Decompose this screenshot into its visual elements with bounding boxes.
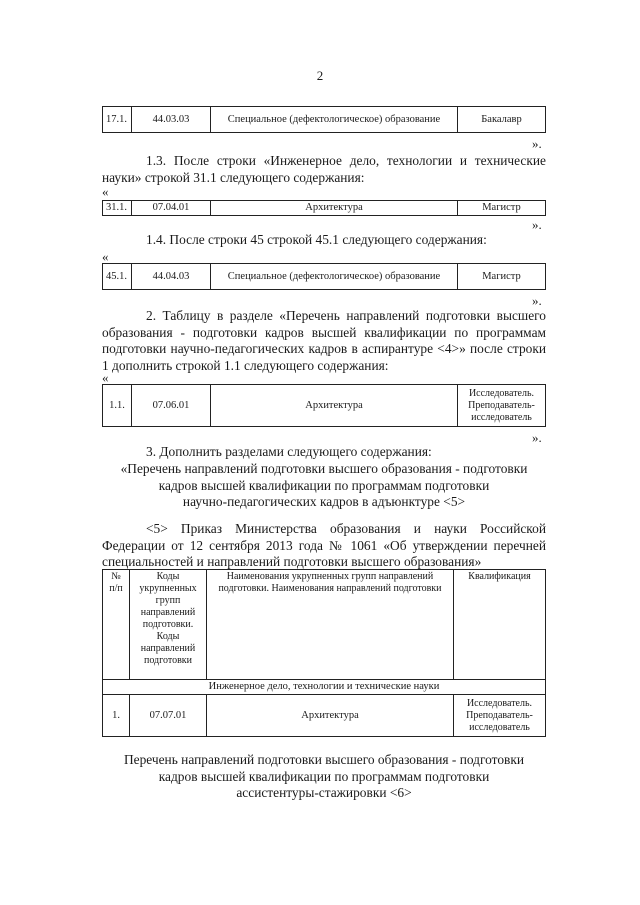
table-row-1-1	[102, 384, 546, 427]
row-qualification: Исследователь. Преподаватель-исследователь	[454, 695, 546, 737]
header-qualification: Квалификация	[454, 570, 546, 680]
paragraph-1-4: 1.4. После строки 45 строкой 45.1 следующего содержания:	[146, 232, 487, 247]
row-code: 44.04.03	[132, 264, 211, 290]
closing-quote: ».	[532, 217, 542, 232]
row-qualification: Магистр	[458, 264, 546, 290]
paragraph-1-3: 1.3. После строки «Инженерное дело, технологии и технические науки» строкой 31.1 следующего содержания:	[102, 153, 546, 185]
opening-quote: «	[102, 249, 109, 264]
row-code: 07.06.01	[132, 385, 211, 427]
row-direction-name: Архитектура	[211, 201, 458, 216]
row-number: 17.1.	[103, 107, 132, 133]
row-code: 07.07.01	[130, 695, 207, 737]
row-qualification: Исследователь. Преподаватель-исследователь	[458, 385, 546, 427]
adjunct-directions-table	[102, 569, 546, 737]
row-number: 31.1.	[103, 201, 132, 216]
row-direction-name: Архитектура	[211, 385, 458, 427]
row-direction-name: Специальное (дефектологическое) образование	[211, 264, 458, 290]
opening-quote: «	[102, 370, 109, 385]
row-code: 44.03.03	[132, 107, 211, 133]
table-row-17-1	[102, 106, 546, 133]
row-number: 45.1.	[103, 264, 132, 290]
heading-line: научно-педагогических кадров в адъюнктуре <5>	[182, 494, 466, 509]
heading-line: ассистентуры-стажировки <6>	[236, 785, 412, 800]
section-heading-assistantship	[102, 752, 546, 802]
row-qualification: Магистр	[458, 201, 546, 216]
row-qualification: Бакалавр	[458, 107, 546, 133]
heading-line: кадров высшей квалификации по программам подготовки	[158, 768, 490, 784]
heading-line: «Перечень направлений подготовки высшего образования - подготовки	[120, 461, 528, 476]
closing-quote: ».	[532, 430, 542, 445]
paragraph-2: 2. Таблицу в разделе «Перечень направлений подготовки высшего образования - подготовки кадров высшей квалификации по программам подготовки научно-педагогических кадров в аспирантуре <4>» после строки 1 дополнить строкой 1.1 следующего содержания:	[102, 308, 546, 373]
table-row-31-1	[102, 200, 546, 216]
header-number: № п/п	[103, 570, 130, 680]
section-heading-adjunct	[102, 461, 546, 511]
page-number: 2	[316, 68, 324, 83]
closing-quote: ».	[532, 136, 542, 151]
closing-quote: ».	[532, 293, 542, 308]
row-code: 07.04.01	[132, 201, 211, 216]
paragraph-3: 3. Дополнить разделами следующего содержания:	[146, 444, 432, 459]
header-codes: Коды укрупненных групп направлений подготовки. Коды направлений подготовки	[130, 570, 207, 680]
row-direction-name: Архитектура	[207, 695, 454, 737]
footnote-5: <5> Приказ Министерства образования и науки Российской Федерации от 12 сентября 2013 года № 1061 «Об утверждении перечней специальностей и направлений подготовки высшего образования»	[102, 521, 546, 569]
header-names: Наименования укрупненных групп направлений подготовки. Наименования направлений подготовки	[207, 570, 454, 680]
table-row-45-1	[102, 263, 546, 290]
opening-quote: «	[102, 184, 109, 199]
group-row: Инженерное дело, технологии и технические науки	[103, 680, 546, 695]
row-number: 1.	[103, 695, 130, 737]
heading-line: Перечень направлений подготовки высшего образования - подготовки	[123, 752, 525, 767]
row-direction-name: Специальное (дефектологическое) образование	[211, 107, 458, 133]
row-number: 1.1.	[103, 385, 132, 427]
heading-line: кадров высшей квалификации по программам подготовки	[158, 477, 490, 493]
